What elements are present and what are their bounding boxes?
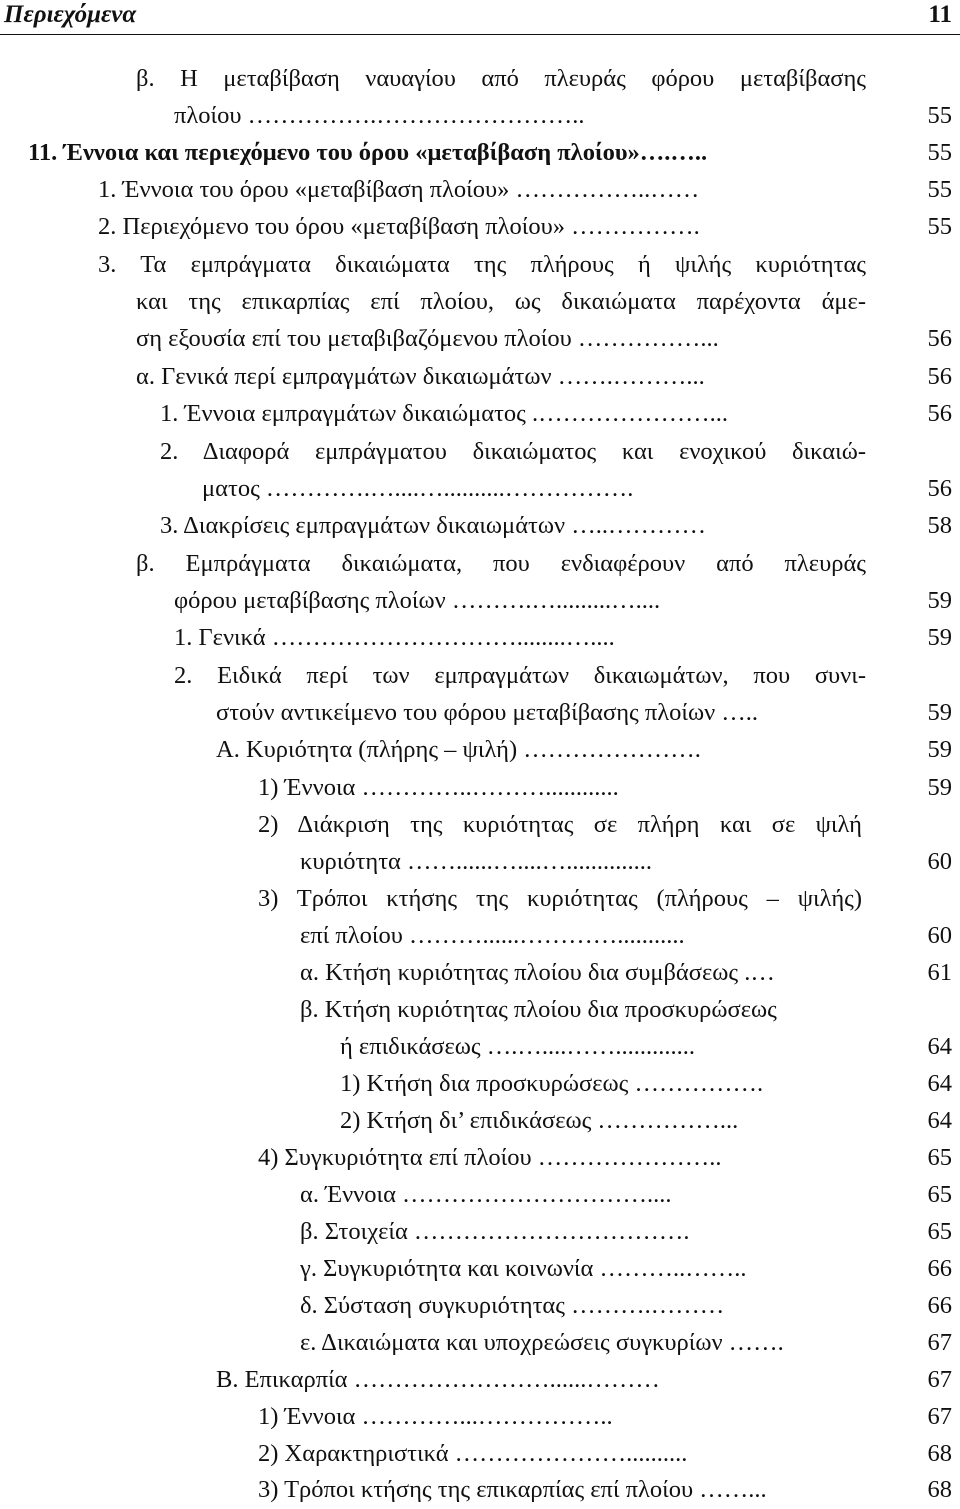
toc-page-number: 64 [927,1033,952,1060]
toc-entry-text: β. Εμπράγματα δικαιώματα, που ενδιαφέρουν από πλευράς [136,550,866,577]
toc-page-number: 59 [927,587,952,614]
toc-entry-text: 1. Έννοια εμπραγμάτων δικαιώματος .…………………... [160,400,728,427]
toc-entry-text: πλοίου …………….…………………….. [174,102,585,129]
toc-entry-text: Β. Επικαρπία ……………………......……… [216,1366,660,1393]
toc-page-number: 65 [927,1181,952,1208]
toc-entry-text: β. Κτήση κυριότητας πλοίου δια προσκυρώσεως [300,996,777,1023]
toc-page-number: 55 [927,139,952,166]
toc-entry-text: Α. Κυριότητα (πλήρης – ψιλή) …………………. [216,736,701,763]
toc-page-number: 56 [927,363,952,390]
toc-page-number: 64 [927,1070,952,1097]
toc-page-number: 67 [927,1366,952,1393]
toc-page-number: 55 [927,213,952,240]
toc-page-number: 67 [927,1329,952,1356]
toc-entry-text: ε. Δικαιώματα και υποχρεώσεις συγκυρίων ……. [300,1329,784,1356]
toc-entry-text: 2. Περιεχόμενο του όρου «μεταβίβαση πλοίου» ……………. [98,213,700,240]
toc-page-number: 59 [927,774,952,801]
header-page-number: 11 [928,1,952,28]
toc-entry-text: δ. Σύσταση συγκυριότητας ……….……… [300,1292,725,1319]
toc-entry-text: 3) Τρόποι κτήσης της κυριότητας (πλήρους – ψιλής) [258,885,862,912]
toc-entry-text: β. Η μεταβίβαση ναυαγίου από πλευράς φόρου μεταβίβασης [136,65,866,92]
toc-page-number: 61 [927,959,952,986]
toc-page-number: 66 [927,1292,952,1319]
toc-page-number: 64 [927,1107,952,1134]
toc-page-number: 58 [927,512,952,539]
toc-page-number: 60 [927,848,952,875]
toc-page-number: 66 [927,1255,952,1282]
toc-entry-text: α. Γενικά περί εμπραγμάτων δικαιωμάτων …….………... [136,363,705,390]
toc-entry-text: κυριότητα ……......…....….............. [300,848,653,875]
toc-page-number: 65 [927,1218,952,1245]
toc-entry-text: γ. Συγκυριότητα και κοινωνία ………..…….. [300,1255,747,1282]
toc-entry-text: 1. Έννοια του όρου «μεταβίβαση πλοίου» ……………..…… [98,176,700,203]
toc-page-number: 55 [927,102,952,129]
toc-entry-text: στούν αντικείμενο του φόρου μεταβίβασης πλοίων ….. [216,699,759,726]
toc-page-number: 68 [927,1476,952,1503]
toc-page-number: 60 [927,922,952,949]
toc-entry-text: α. Κτήση κυριότητας πλοίου δια συμβάσεως .… [300,959,775,986]
toc-entry-text: 3. Τα εμπράγματα δικαιώματα της πλήρους ή ψιλής κυριότητας [98,251,866,278]
toc-entry-text: 1) Κτήση δια προσκυρώσεως ……………. [340,1070,764,1097]
toc-entry-text: 1. Γενικά …………………………........….... [174,624,615,651]
toc-entry-text: 2. Ειδικά περί των εμπραγμάτων δικαιωμάτων, που συνι- [174,662,866,689]
toc-entry-text: ματος ………….…....…..........……………. [202,475,634,502]
toc-page-number: 59 [927,624,952,651]
toc-entry-text: 3. Διακρίσεις εμπραγμάτων δικαιωμάτων …..………… [160,512,706,539]
toc-entry-text: φόρου μεταβίβασης πλοίων ……….….........….... [174,587,661,614]
toc-page-number: 55 [927,176,952,203]
toc-entry-text: 1) Έννοια …………...…………….. [258,1403,613,1430]
toc-entry-text: ση εξουσία επί του μεταβιβαζόμενου πλοίου ……………... [136,325,719,352]
toc-entry-text: ή επιδικάσεως ….…....……............. [340,1033,695,1060]
toc-page-number: 59 [927,699,952,726]
toc-entry-text: 4) Συγκυριότητα επί πλοίου ………………….. [258,1144,722,1171]
header-title: Περιεχόμενα [4,1,137,28]
toc-entry-text: α. Έννοια ………………………….... [300,1181,672,1208]
toc-entry-text: 2) Χαρακτηριστικά ………………….......... [258,1440,688,1467]
toc-entry-text: 3) Τρόποι κτήσης της επικαρπίας επί πλοίου ……... [258,1476,767,1503]
toc-entry-text: 2) Διάκριση της κυριότητας σε πλήρη και σε ψιλή [258,811,862,838]
toc-page-number: 56 [927,400,952,427]
toc-page-number: 56 [927,325,952,352]
toc-page-number: 59 [927,736,952,763]
toc-entry-text: επί πλοίου ………......…………........... [300,922,685,949]
toc-page-number: 56 [927,475,952,502]
toc-section-heading: 11. Έννοια και περιεχόμενο του όρου «μεταβίβαση πλοίου»….….. [28,139,708,166]
toc-page-number: 68 [927,1440,952,1467]
page-header [0,0,960,35]
toc-page-number: 65 [927,1144,952,1171]
toc-entry-text: 2) Κτήση δι’ επιδικάσεως ……………... [340,1107,739,1134]
toc-entry-text: 1) Έννοια …………..………............ [258,774,619,801]
toc-page-number: 67 [927,1403,952,1430]
toc-entry-text: και της επικαρπίας επί πλοίου, ως δικαιώματα παρέχοντα άμε- [136,288,866,315]
toc-entry-text: β. Στοιχεία ……………………………. [300,1218,690,1245]
toc-entry-text: 2. Διαφορά εμπράγματου δικαιώματος και ενοχικού δικαιώ- [160,438,866,465]
